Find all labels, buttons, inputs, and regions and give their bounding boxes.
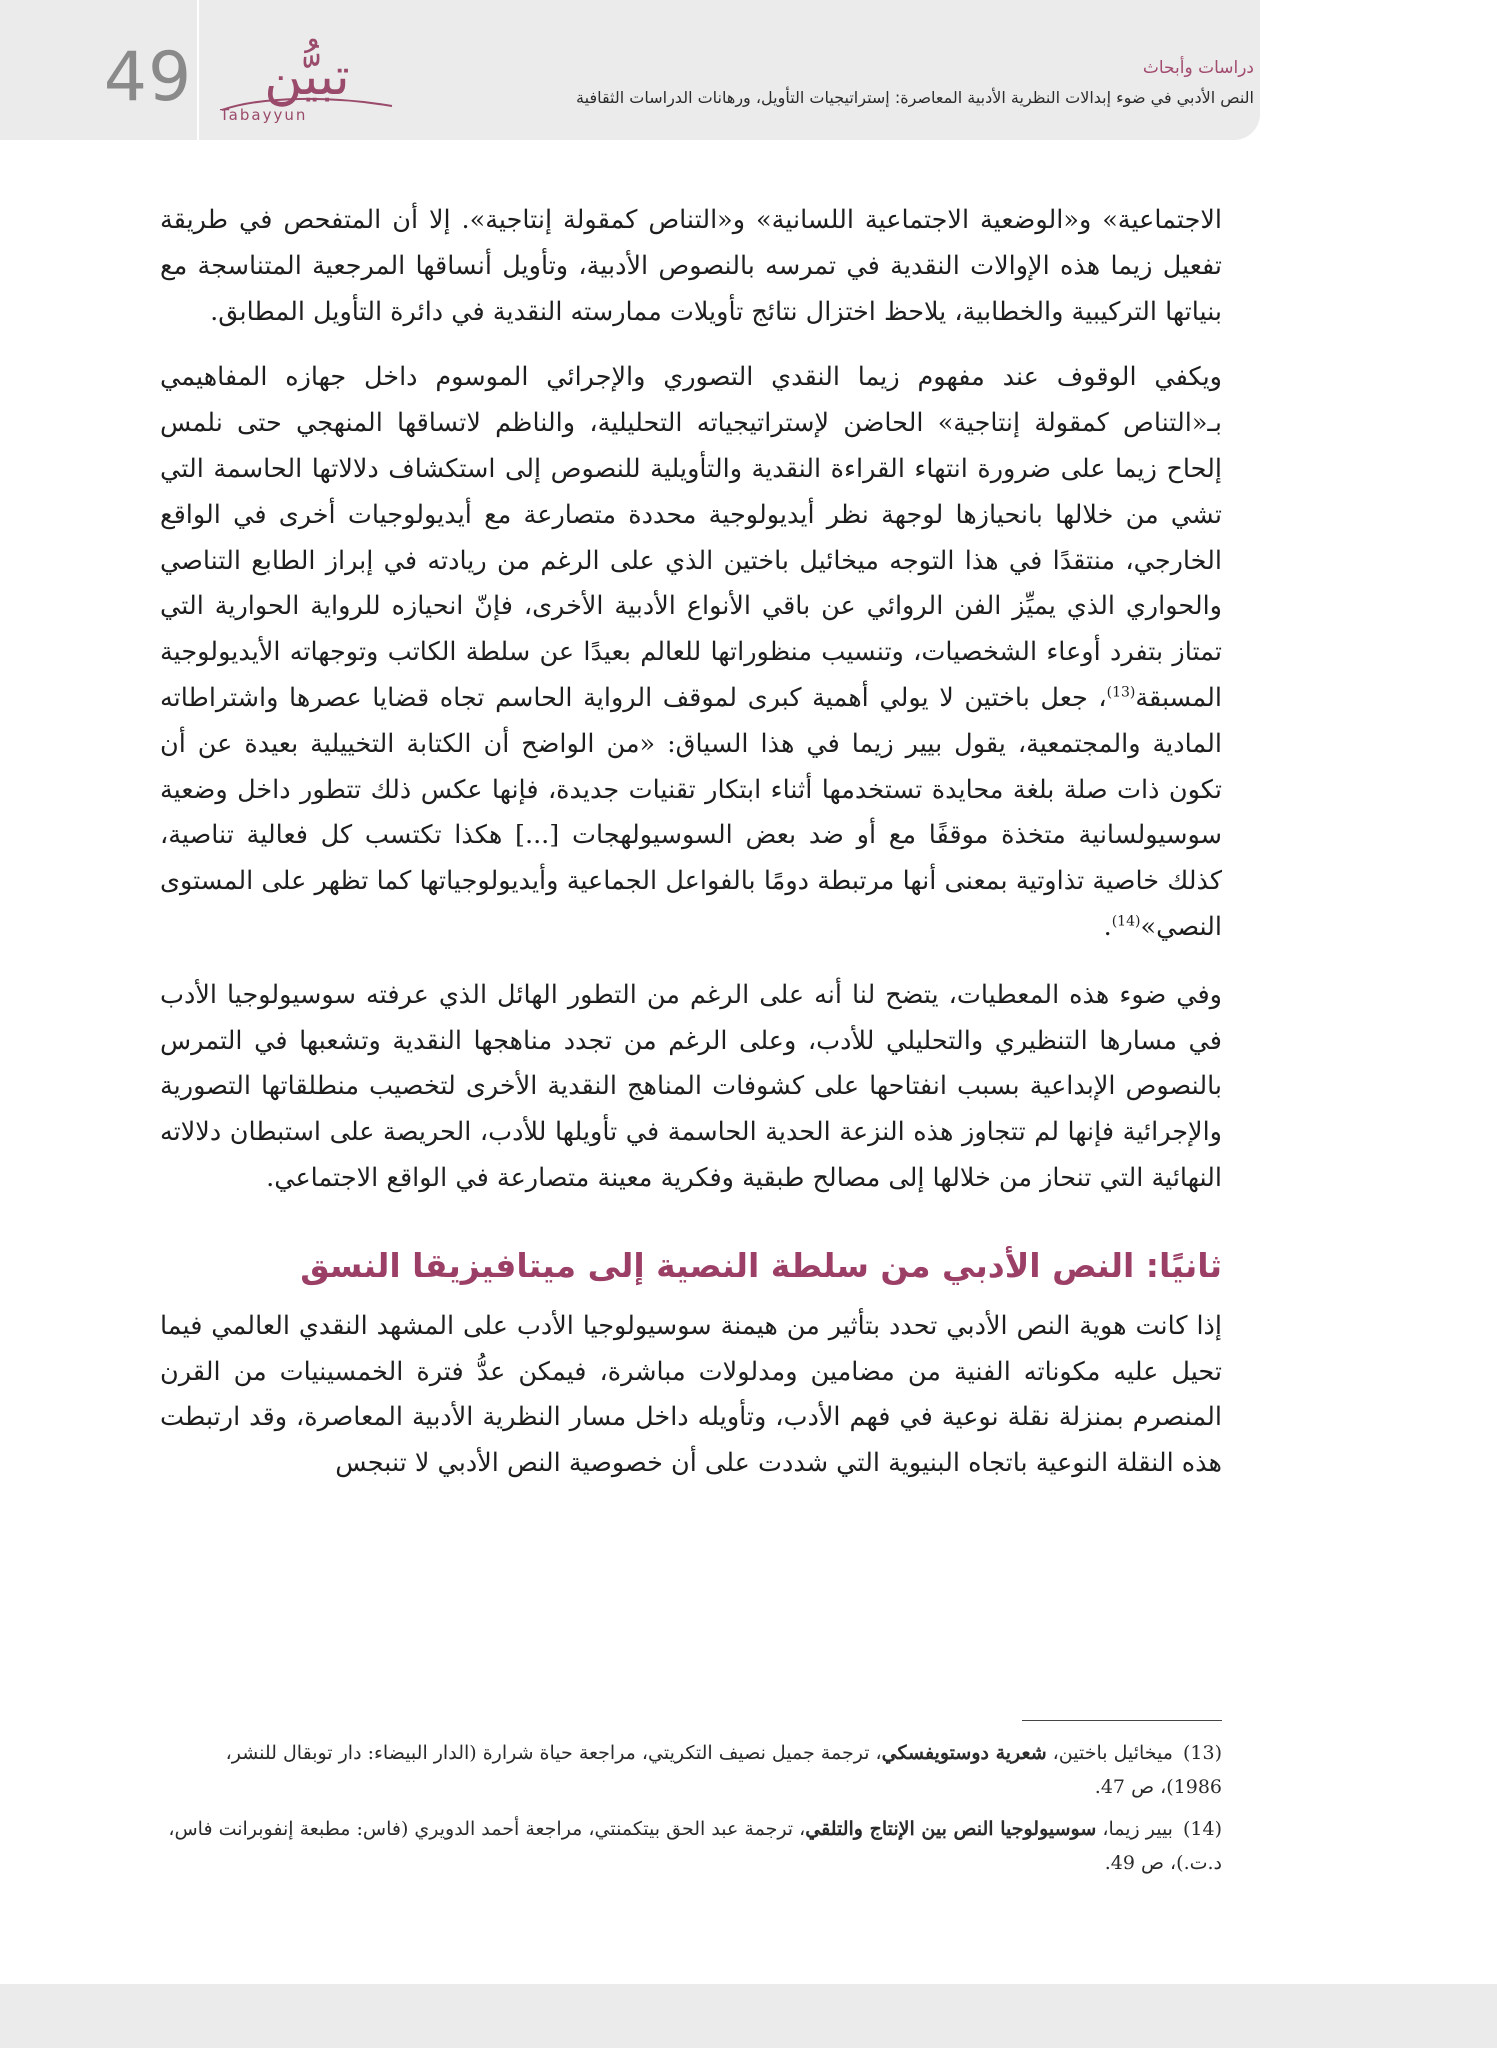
- footnote-author: بيير زيما،: [1096, 1818, 1173, 1840]
- footnote-ref-13[interactable]: (13): [1106, 684, 1136, 701]
- header-divider: [197, 0, 199, 140]
- footer-band: [0, 1984, 1497, 2048]
- paragraph-4: إذا كانت هوية النص الأدبي تحدد بتأثير من هيمنة سوسيولوجيا الأدب على المشهد النقدي العالمي فيما تحيل عليه مكوناته الفنية من مضامين ومدلولات مباشرة، فيمكن عدُّ فترة الخمسينيات من القرن المنصرم بمنزلة نقلة نوعية في فهم الأدب، وتأويله داخل مسار النظرية الأدبية المعاصرة، وقد ارتبطت هذه النقلة النوعية باتجاه البنيوية التي شددت على أن خصوصية النص الأدبي لا تنبجس: [160, 1310, 1222, 1479]
- footnote-number: (13): [1182, 1742, 1222, 1764]
- logo-latin: Tabayyun: [220, 106, 308, 124]
- footnote-book-title: سوسيولوجيا النص بين الإنتاج والتلقي: [805, 1818, 1097, 1840]
- footnote-book-title: شعرية دوستويفسكي: [881, 1742, 1047, 1764]
- footnote-details: ، ترجمة جميل نصيف التكريتي، مراجعة حياة شرارة (الدار البيضاء: دار توبقال للنشر، 1986)، ص 47.: [225, 1742, 1222, 1798]
- page-number: 49: [103, 38, 193, 117]
- paragraph-2: [160, 355, 1222, 950]
- paragraph-1: الاجتماعية» و«الوضعية الاجتماعية اللسانية» و«التناص كمقولة إنتاجية». إلا أن المتفحص في طريقة تفعيل زيما هذه الإوالات النقدية في تمرسه بالنصوص الأدبية، وتأويل أنساقها المرجعية المتناسجة مع بنياتها التركيبية والخطابية، يلاحظ اختزال نتائج تأويلات ممارسته النقدية في دائرة التأويل المطابق.: [160, 205, 1222, 327]
- section-label: دراسات وأبحاث: [1142, 58, 1254, 78]
- article-body: [160, 198, 1222, 1509]
- footnote-13: [160, 1736, 1222, 1804]
- footnote-author: ميخائيل باختين،: [1046, 1742, 1173, 1764]
- footnote-details: ، ترجمة عبد الحق بيتكمنتي، مراجعة أحمد الدويري (فاس: مطبعة إنفوبرانت فاس، د.ت.)، ص 49.: [168, 1818, 1222, 1874]
- footnote-separator: [1022, 1720, 1222, 1721]
- paragraph-3: وفي ضوء هذه المعطيات، يتضح لنا أنه على الرغم من التطور الهائل الذي عرفته سوسيولوجيا الأدب في مسارها التنظيري والتحليلي للأدب، وعلى الرغم من تجدد مناهجها النقدية وتشعبها في التمرس بالنصوص الإبداعية بسبب انفتاحها على كشوفات المناهج النقدية الأخرى لتخصيب منطلقاتها التصورية والإجرائية فإنها لم تتجاوز هذه النزعة الحدية الحاسمة في تأويلها للأدب، الحريصة على استبطان دلالاته النهائية التي تنحاز من خلالها إلى مصالح طبقية وفكرية معينة متصارعة في الواقع الاجتماعي.: [160, 979, 1222, 1193]
- logo-arabic: تبيُّن: [264, 47, 350, 107]
- footnote-number: (14): [1182, 1818, 1222, 1840]
- paragraph-2-part-1: ويكفي الوقوف عند مفهوم زيما النقدي التصوري والإجرائي الموسوم داخل جهازه المفاهيمي بـ«التناص كمقولة إنتاجية» الحاضن لإستراتيجياته التحليلية، والناظم لاتساقها المنهجي حتى نلمس إلحاح زيما على ضرورة انتهاء القراءة النقدية والتأويلية للنصوص إلى استكشاف دلالاتها الحاسمة التي تشي من خلالها بانحيازها لوجهة نظر أيديولوجية محددة متصارعة مع أيديولوجيات أخرى في الواقع الخارجي، منتقدًا في هذا التوجه ميخائيل باختين الذي على الرغم من ريادته في إبراز الطابع التناصي والحواري الذي يميِّز الفن الروائي عن باقي الأنواع الأدبية الأخرى، فإنّ انحيازه للرواية الحوارية التي تمتاز بتفرد أوعاء الشخصيات، وتنسيب منظوراتها للعالم بعيدًا عن سلطة الكاتب وتوجهاته الأيديولوجية المسبقة: [160, 362, 1222, 713]
- footnote-ref-14[interactable]: (14): [1111, 913, 1141, 930]
- footnote-14: [160, 1812, 1222, 1880]
- footnotes: [160, 1736, 1222, 1888]
- running-title: النص الأدبي في ضوء إبدالات النظرية الأدبية المعاصرة: إستراتيجيات التأويل، ورهانات الدراسات الثقافية: [576, 88, 1254, 107]
- paragraph-2-end: .: [1103, 911, 1112, 942]
- section-heading: ثانيًا: النص الأدبي من سلطة النصية إلى ميتافيزيقا النسق: [300, 1245, 1222, 1285]
- paragraph-2-part-2: ، جعل باختين لا يولي أهمية كبرى لموقف الرواية الحاسم تجاه قضايا عصرها واشتراطاته المادية والمجتمعية، يقول بيير زيما في هذا السياق: «من الواضح أن الكتابة التخييلية بعيدة عن أن تكون ذات صلة بلغة محايدة تستخدمها أثناء ابتكار تقنيات جديدة، فإنها عكس ذلك تتطور داخل وضعية سوسيولسانية متخذة موقفًا مع أو ضد بعض السوسيولهجات [...] هكذا تكتسب كل فعالية تناصية، كذلك خاصية تذاوتية بمعنى أنها مرتبطة دومًا بالفواعل الجماعية وأيديولوجياتها كما تظهر على المستوى النصي»: [160, 682, 1222, 942]
